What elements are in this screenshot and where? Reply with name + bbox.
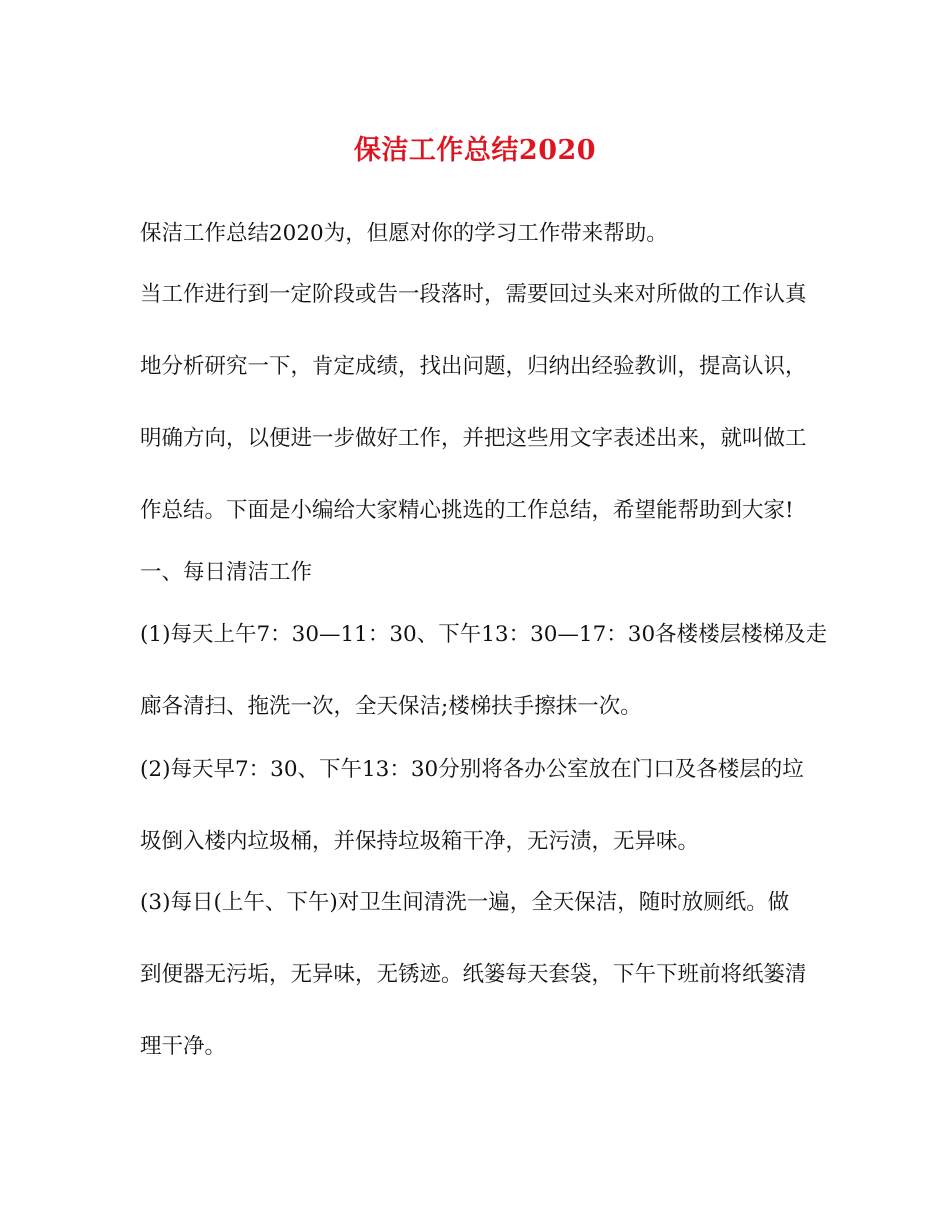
paragraph-line: 到便器无污垢，无异味，无锈迹。纸篓每天套袋，下午下班前将纸篓清: [140, 962, 807, 987]
paragraph-line: 廊各清扫、拖洗一次，全天保洁;楼梯扶手擦抹一次。: [140, 694, 642, 719]
paragraph-line: 明确方向，以便进一步做好工作，并把这些用文字表述出来，就叫做工: [140, 426, 807, 451]
paragraph-line: 理干净。: [140, 1034, 227, 1059]
document-title: 保洁工作总结2020: [353, 135, 597, 166]
paragraph-line: (2)每天早7：30、下午13：30分别将各办公室放在门口及各楼层的垃: [140, 757, 804, 782]
paragraph-line: (1)每天上午7：30—11：30、下午13：30—17：30各楼楼层楼梯及走: [140, 622, 828, 647]
paragraph-line: 当工作进行到一定阶段或告一段落时，需要回过头来对所做的工作认真: [140, 282, 807, 307]
paragraph-line: 作总结。下面是小编给大家精心挑选的工作总结，希望能帮助到大家!: [140, 498, 794, 523]
paragraph-line: 保洁工作总结2020为，但愿对你的学习工作带来帮助。: [140, 221, 668, 246]
paragraph-line: 圾倒入楼内垃圾桶，并保持垃圾箱干净，无污渍，无异味。: [140, 829, 700, 854]
paragraph-line: 地分析研究一下，肯定成绩，找出问题，归纳出经验教训，提高认识，: [140, 354, 807, 379]
paragraph-line: (3)每日(上午、下午)对卫生间清洗一遍，全天保洁，随时放厕纸。做: [140, 890, 790, 915]
section-heading: 一、每日清洁工作: [140, 560, 313, 585]
